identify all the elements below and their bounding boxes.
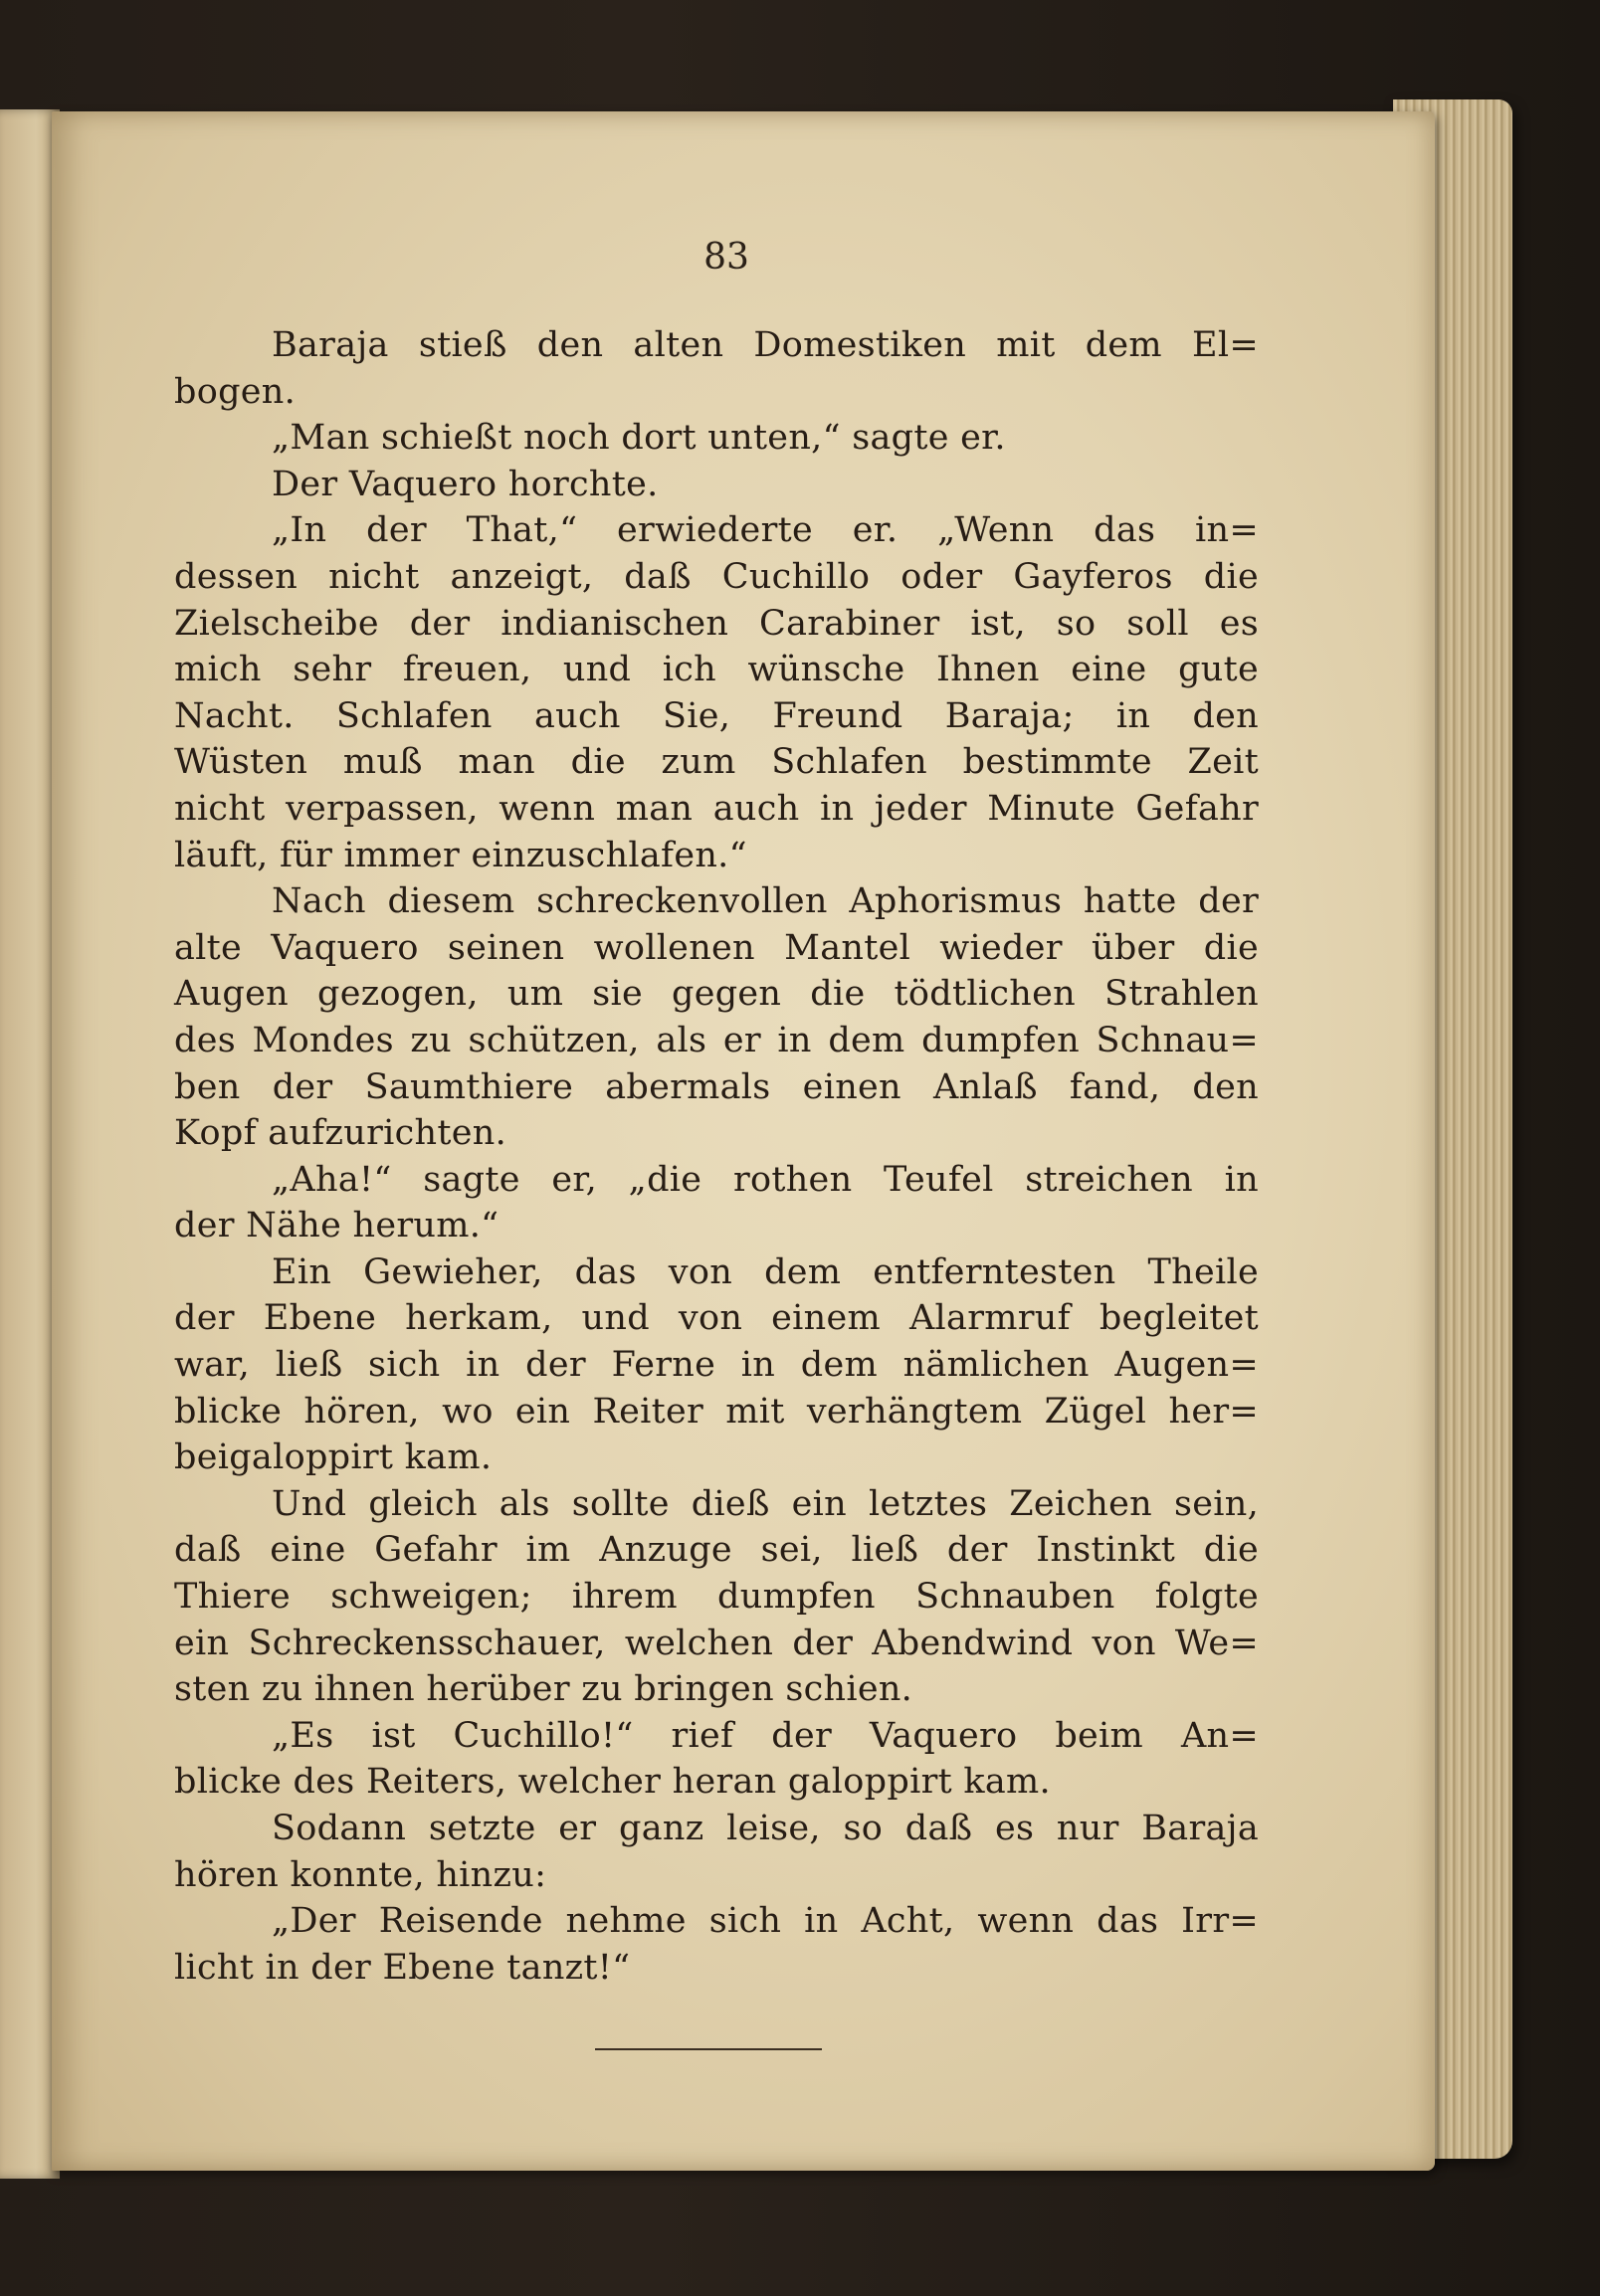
page-text xyxy=(174,322,1259,1991)
text-line: des Mondes zu schützen, als er in dem dumpfen Schnau= xyxy=(174,1020,1259,1060)
text-line: Nach diesem schreckenvollen Aphorismus hatte der xyxy=(272,881,1259,922)
text-line: Kopf aufzurichten. xyxy=(174,1113,507,1154)
text-line: daß eine Gefahr im Anzuge sei, ließ der Instinkt die xyxy=(174,1530,1259,1571)
text-line: Nacht. Schlafen auch Sie, Freund Baraja; in den xyxy=(174,695,1259,736)
text-line: hören konnte, hinzu: xyxy=(174,1854,547,1895)
text-line: Zielscheibe der indianischen Carabiner ist, so soll es xyxy=(174,603,1259,644)
text-line: ben der Saumthiere abermals einen Anlaß fand, den xyxy=(174,1066,1259,1107)
text-line: blicke des Reiters, welcher heran galoppirt kam. xyxy=(174,1762,1051,1803)
text-line: alte Vaquero seinen wollenen Mantel wieder über die xyxy=(174,927,1259,968)
text-line: bogen. xyxy=(174,371,297,412)
text-line: ein Schreckensschauer, welchen der Abendwind von We= xyxy=(174,1623,1259,1663)
text-line: „Aha!“ sagte er, „die rothen Teufel streichen in xyxy=(272,1159,1259,1200)
text-line: war, ließ sich in der Ferne in dem nämlichen Augen= xyxy=(174,1345,1259,1386)
text-line: mich sehr freuen, und ich wünsche Ihnen eine gute xyxy=(174,650,1259,690)
text-line: „Man schießt noch dort unten,“ sagte er. xyxy=(272,418,1006,459)
text-line: Und gleich als sollte dieß ein letztes Zeichen sein, xyxy=(272,1483,1259,1524)
text-line: „Es ist Cuchillo!“ rief der Vaquero beim An= xyxy=(272,1715,1259,1756)
text-line: Wüsten muß man die zum Schlafen bestimmte Zeit xyxy=(174,742,1259,783)
text-line: nicht verpassen, wenn man auch in jeder Minute Gefahr xyxy=(174,788,1259,829)
text-line: „Der Reisende nehme sich in Acht, wenn das Irr= xyxy=(272,1901,1259,1942)
text-line: sten zu ihnen herüber zu bringen schien. xyxy=(174,1669,913,1710)
text-line: der Ebene herkam, und von einem Alarmruf begleitet xyxy=(174,1298,1259,1339)
text-line: Thiere schweigen; ihrem dumpfen Schnauben folgte xyxy=(174,1577,1259,1618)
text-line: dessen nicht anzeigt, daß Cuchillo oder Gayferos die xyxy=(174,556,1259,597)
text-line: läuft, für immer einzuschlafen.“ xyxy=(174,835,747,875)
text-line: der Nähe herum.“ xyxy=(174,1206,500,1246)
text-line: Ein Gewieher, das von dem entferntesten Theile xyxy=(272,1251,1259,1292)
text-line: Baraja stieß den alten Domestiken mit dem El= xyxy=(272,325,1259,365)
text-line: licht in der Ebene tanzt!“ xyxy=(174,1947,631,1988)
end-rule xyxy=(595,2048,822,2050)
text-line: „In der That,“ erwiederte er. „Wenn das in= xyxy=(272,510,1259,551)
text-line: Sodann setzte er ganz leise, so daß es nur Baraja xyxy=(272,1809,1259,1848)
text-line: Der Vaquero horchte. xyxy=(272,464,659,504)
text-line: beigaloppirt kam. xyxy=(174,1437,493,1478)
left-page-edge xyxy=(0,109,60,2179)
page-number: 83 xyxy=(703,237,749,278)
text-line: Augen gezogen, um sie gegen die tödtlichen Strahlen xyxy=(174,974,1259,1015)
text-line: blicke hören, wo ein Reiter mit verhängtem Zügel her= xyxy=(174,1391,1259,1432)
